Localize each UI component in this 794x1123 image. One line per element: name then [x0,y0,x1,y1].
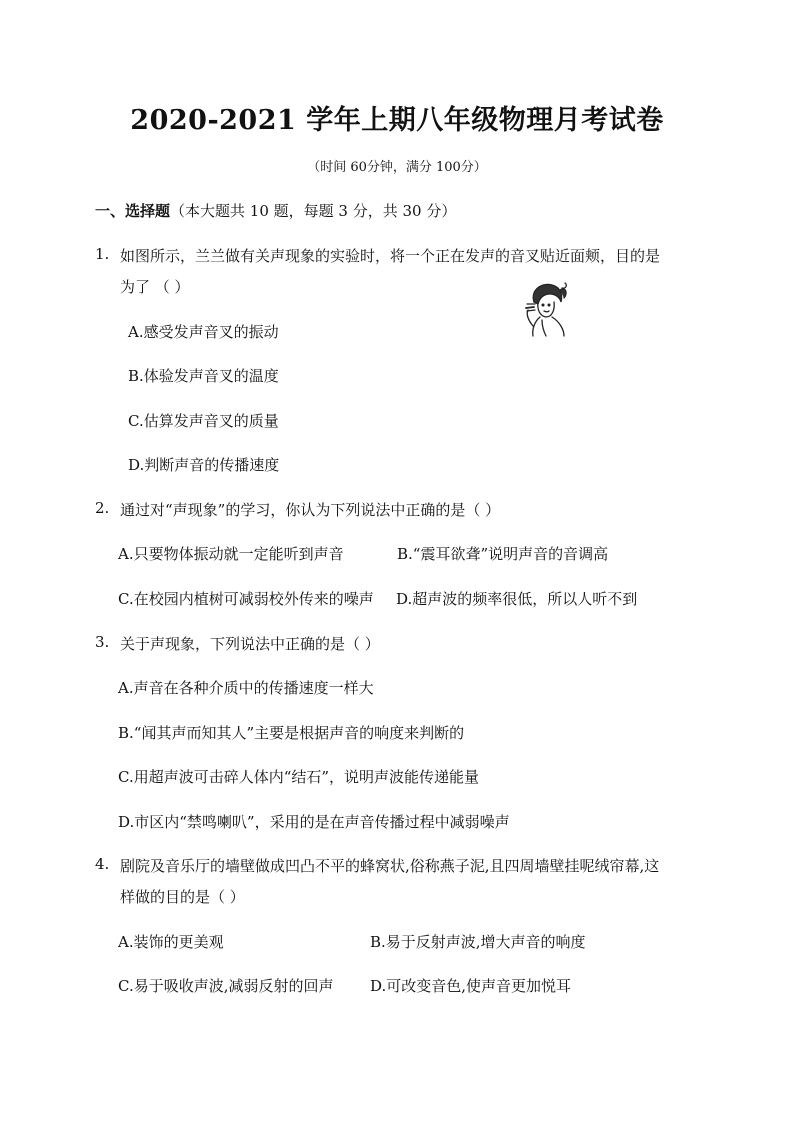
question-3-text: 关于声现象，下列说法中正确的是（ ） [120,635,380,653]
question-3-option-d: D.市区内“禁鸣喇叭”，采用的是在声音传播过程中减弱噪声 [118,813,510,831]
exam-subtitle: （时间 60分钟，满分 100分） [307,160,487,175]
question-4-number: 4. [95,855,110,873]
question-2-option-c: C.在校园内植树可减弱校外传来的噪声 [118,590,374,608]
question-1-option-d: D.判断声音的传播速度 [128,456,280,474]
question-4-option-c: C.易于吸收声波,减弱反射的回声 [118,977,334,995]
question-1-text-line2: 为了 （ ） [120,278,190,296]
question-4-option-b: B.易于反射声波,增大声音的响度 [370,933,586,951]
exam-title: 2020-2021 学年上期八年级物理月考试卷 [130,105,664,136]
question-3-number: 3. [95,633,110,651]
section-note: （本大题共 10 题，每题 3 分，共 30 分） [170,202,457,220]
question-3-option-a: A.声音在各种介质中的传播速度一样大 [118,679,374,697]
question-2-number: 2. [95,499,110,517]
question-1-option-c: C.估算发声音叉的质量 [128,412,279,430]
question-1-option-a: A.感受发声音叉的振动 [128,323,279,341]
question-4-text-line2: 样做的目的是（ ） [120,888,245,906]
question-3-option-b: B.“闻其声而知其人”主要是根据声音的响度来判断的 [118,724,465,742]
question-4-text-line1: 剧院及音乐厅的墙壁做成凹凸不平的蜂窝状,俗称燕子泥,且四周墙壁挂呢绒帘幕,这 [120,857,660,875]
question-3-option-c: C.用超声波可击碎人体内“结石”，说明声波能传递能量 [118,768,480,786]
question-4-option-a: A.装饰的更美观 [118,933,224,951]
question-2-text: 通过对“声现象”的学习，你认为下列说法中正确的是（ ） [120,501,501,519]
question-1-number: 1. [95,245,110,263]
section-heading [95,200,456,221]
question-2-option-d: D.超声波的频率很低，所以人听不到 [396,590,638,608]
question-1-text-line1: 如图所示，兰兰做有关声现象的实验时，将一个正在发声的音叉贴近面颊，目的是 [120,247,661,265]
section-label: 一、选择题 [95,202,171,220]
question-4-option-d: D.可改变音色,使声音更加悦耳 [370,977,572,995]
question-2-option-b: B.“震耳欲聋”说明声音的音调高 [397,545,609,563]
tuning-fork-figure [520,280,572,338]
question-1-option-b: B.体验发声音叉的温度 [128,367,279,385]
question-2-option-a: A.只要物体振动就一定能听到声音 [118,545,344,563]
